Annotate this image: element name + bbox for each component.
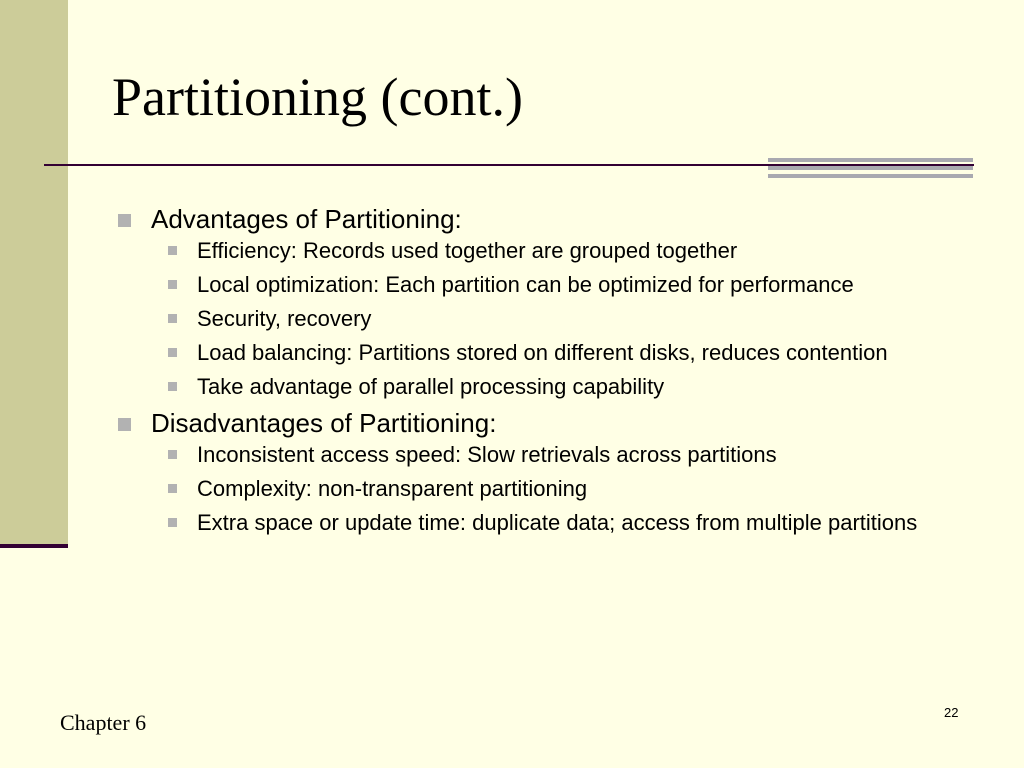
square-bullet-icon xyxy=(168,348,177,357)
sub-bullet xyxy=(112,272,972,297)
left-bar-underline xyxy=(0,544,68,548)
square-bullet-icon xyxy=(168,280,177,289)
sub-bullet xyxy=(112,306,972,331)
slide-title: Partitioning (cont.) xyxy=(112,67,523,127)
square-bullet-icon xyxy=(168,518,177,527)
sub-bullet-text: Load balancing: Partitions stored on different disks, reduces contention xyxy=(197,340,888,365)
square-bullet-icon xyxy=(118,418,131,431)
square-bullet-icon xyxy=(168,450,177,459)
bullet-heading: Disadvantages of Partitioning: xyxy=(151,408,497,438)
footer-chapter: Chapter 6 xyxy=(60,710,147,735)
sub-bullet xyxy=(112,476,972,501)
square-bullet-icon xyxy=(118,214,131,227)
sub-bullet xyxy=(112,238,972,263)
page-number: 22 xyxy=(944,705,959,720)
sub-bullet-text: Inconsistent access speed: Slow retrievals across partitions xyxy=(197,442,777,467)
sub-bullet-text: Take advantage of parallel processing capability xyxy=(197,374,665,399)
square-bullet-icon xyxy=(168,382,177,391)
sub-bullet-text: Efficiency: Records used together are grouped together xyxy=(197,238,738,263)
bullet-disadvantages xyxy=(112,408,972,535)
sub-bullet-text: Complexity: non-transparent partitioning xyxy=(197,476,588,501)
sub-bullet xyxy=(112,442,972,467)
title-rule-accent xyxy=(768,158,973,178)
bullet-advantages xyxy=(112,204,972,399)
sub-bullet-text: Local optimization: Each partition can be optimized for performance xyxy=(197,272,854,297)
sub-bullet-text: Extra space or update time: duplicate data; access from multiple partitions xyxy=(197,510,918,535)
slide-body xyxy=(112,204,972,544)
square-bullet-icon xyxy=(168,314,177,323)
sub-bullet xyxy=(112,340,972,365)
square-bullet-icon xyxy=(168,246,177,255)
left-decorative-bar xyxy=(0,0,68,548)
bullet-heading: Advantages of Partitioning: xyxy=(151,204,462,234)
sub-bullet xyxy=(112,510,972,535)
sub-bullet-text: Security, recovery xyxy=(197,306,372,331)
square-bullet-icon xyxy=(168,484,177,493)
sub-bullet xyxy=(112,374,972,399)
